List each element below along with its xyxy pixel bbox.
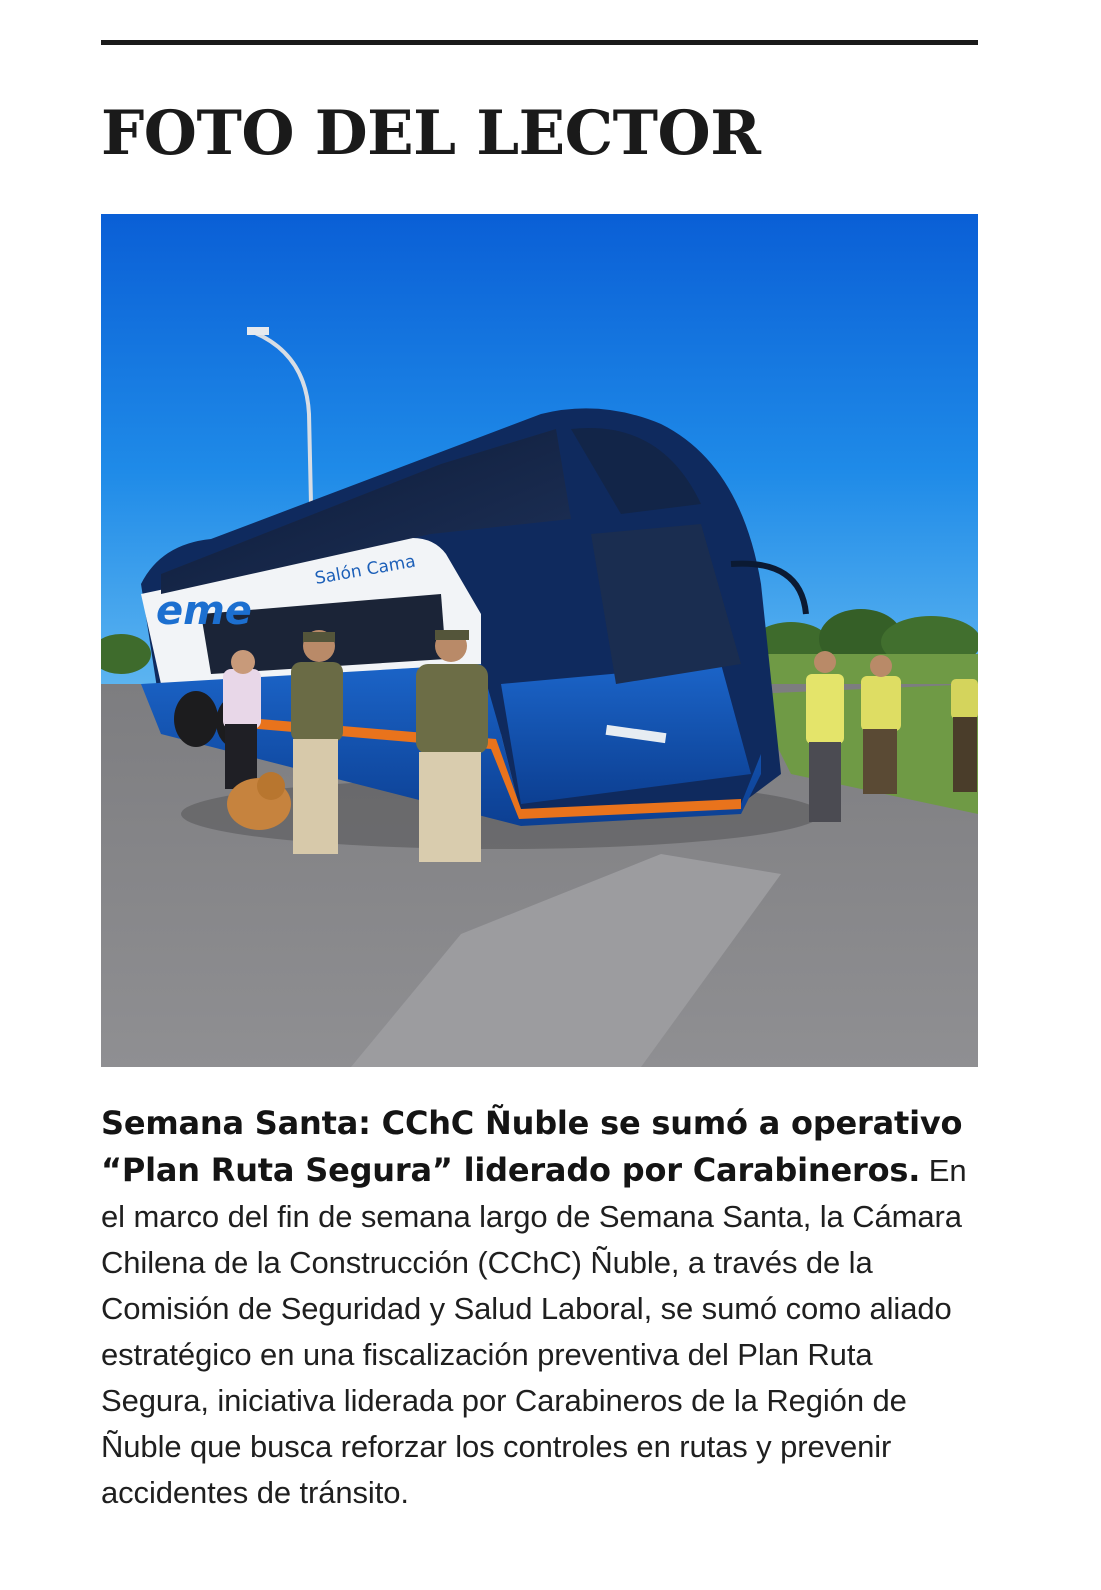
reader-photo bbox=[101, 214, 978, 1067]
bus-checkpoint-photo bbox=[101, 214, 978, 1067]
article-headline: Semana Santa: CChC Ñuble se sumó a operativo “Plan Ruta Segura” liderado por Carabineros. bbox=[101, 1104, 963, 1189]
article-caption bbox=[101, 1100, 981, 1516]
top-rule bbox=[101, 40, 978, 45]
bus-brand-logo: eme bbox=[156, 588, 252, 634]
section-title: FOTO DEL LECTOR bbox=[101, 98, 761, 169]
article-body: En el marco del fin de semana largo de Semana Santa, la Cámara Chilena de la Construcción (CChC) Ñuble, a través de la Comisión de Seguridad y Salud Laboral, se sumó como aliado estratégico en una fiscalización preventiva del Plan Ruta Segura, iniciativa liderada por Carabineros de la Región de Ñuble que busca reforzar los controles en rutas y prevenir accidentes de tránsito. bbox=[101, 1153, 967, 1510]
bus-class-label: Salón Cama bbox=[313, 551, 418, 589]
